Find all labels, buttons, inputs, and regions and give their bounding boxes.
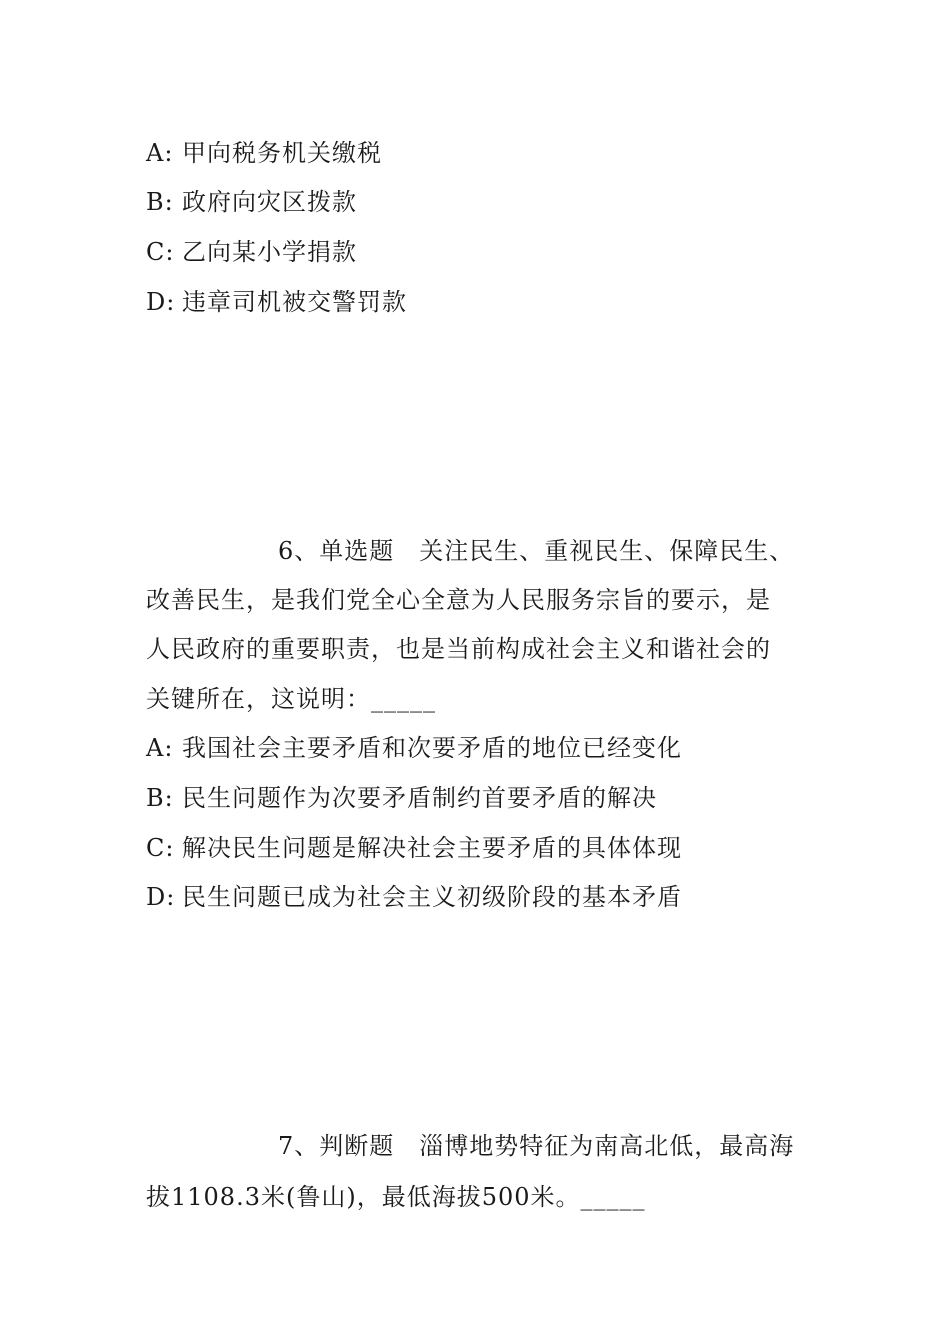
option-text: 甲向税务机关缴税: [182, 139, 382, 167]
q6-option-b: [146, 783, 657, 813]
option-letter: C:: [146, 238, 175, 266]
option-letter: A:: [146, 139, 174, 167]
q5-option-d: [146, 287, 407, 317]
q6-body-line: 关键所在，这说明：_____: [146, 685, 436, 713]
q7-heading: 7、判断题 淄博地势特征为南高北低，最高海: [278, 1132, 795, 1160]
option-text: 民生问题作为次要矛盾制约首要矛盾的解决: [182, 784, 657, 812]
option-letter: D:: [146, 883, 176, 911]
q6-option-a: [146, 733, 682, 763]
option-letter: B:: [146, 188, 174, 216]
option-text: 解决民生问题是解决社会主要矛盾的具体体现: [182, 834, 682, 862]
q5-option-b: [146, 187, 357, 217]
q6-body-line: 改善民生，是我们党全心全意为人民服务宗旨的要示，是: [146, 586, 771, 614]
option-text: 乙向某小学捐款: [182, 238, 357, 266]
q6-option-c: [146, 833, 682, 863]
option-text: 违章司机被交警罚款: [182, 288, 407, 316]
q6-body-line: 人民政府的重要职责，也是当前构成社会主义和谐社会的: [146, 635, 771, 663]
option-text: 民生问题已成为社会主义初级阶段的基本矛盾: [182, 883, 682, 911]
option-letter: C:: [146, 834, 175, 862]
q6-heading: 6、单选题 关注民生、重视民生、保障民生、: [278, 537, 795, 565]
q6-option-d: [146, 882, 682, 912]
option-letter: A:: [146, 734, 174, 762]
q7-body-line: 拔1108.3米(鲁山)，最低海拔500米。_____: [146, 1183, 646, 1211]
option-text: 我国社会主要矛盾和次要矛盾的地位已经变化: [182, 734, 682, 762]
option-letter: B:: [146, 784, 174, 812]
option-letter: D:: [146, 288, 176, 316]
q5-option-c: [146, 237, 357, 267]
option-text: 政府向灾区拨款: [182, 188, 357, 216]
q5-option-a: [146, 138, 382, 168]
